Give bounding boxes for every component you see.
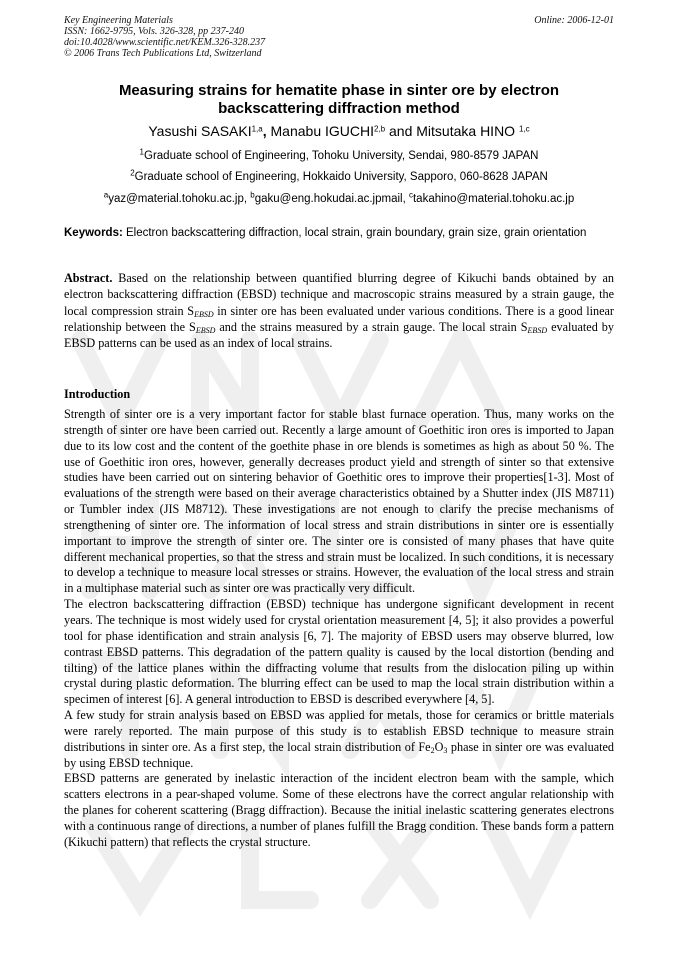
keywords: [64, 226, 614, 241]
author-list: [64, 122, 614, 140]
author-1-affil-mark: 1,a: [251, 124, 263, 134]
subscript-ebsd-2: EBSD: [195, 325, 216, 335]
issn-line: ISSN: 1662-9795, Vols. 326-328, pp 237-240: [64, 26, 244, 37]
email-c-mark: c: [408, 190, 413, 200]
journal-name: Key Engineering Materials: [64, 15, 173, 26]
email-b[interactable]: gaku@eng.hokudai.ac.jpmail,: [254, 193, 409, 205]
online-date-text: Online: 2006-12-01: [534, 15, 614, 26]
abstract-label: Abstract.: [64, 271, 113, 285]
author-3-affil-mark: 1,c: [518, 124, 530, 134]
abstract-text-1: Based on the relationship between quantified blurring degree of Kikuchi bands obtained by an electron backscattering diffraction (EBSD) technique and macroscopic strains measured by a strain gauge, the local compression strain S: [64, 271, 614, 318]
keywords-text: Electron backscattering diffraction, local strain, grain boundary, grain size, grain orientation: [122, 227, 587, 239]
author-2-affil-mark: 2,b: [374, 124, 386, 134]
intro-paragraph-3-text-c: phase in sinter ore was evaluated by using EBSD technique.: [64, 739, 614, 770]
affiliation-2-text: Graduate school of Engineering, Hokkaido University, Sapporo, 060-8628 JAPAN: [134, 171, 548, 183]
doi-line: doi:10.4028/www.scientific.net/KEM.326-328.237: [64, 37, 266, 48]
affiliation-2: [64, 170, 614, 184]
online-date: [534, 15, 614, 26]
journal-info: [64, 15, 265, 59]
subscript-ebsd-3: EBSD: [527, 325, 548, 335]
intro-paragraph-3-text-b: O: [434, 739, 444, 754]
abstract-text-2: in sinter ore has been evaluated under various conditions. There is a good linear relationship between the S: [64, 303, 614, 334]
author-2-name: Manabu IGUCHI: [270, 123, 374, 139]
email-addresses: [64, 192, 614, 206]
section-heading-introduction: Introduction: [64, 387, 131, 401]
abstract: [64, 270, 614, 351]
email-a-mark: a: [103, 190, 109, 200]
subscript-3: 3: [443, 745, 448, 755]
email-c[interactable]: takahino@material.tohoku.ac.jp: [412, 193, 575, 205]
introduction-body: [64, 407, 614, 851]
subscript-2: 2: [430, 745, 435, 755]
intro-paragraph-3: [64, 708, 614, 771]
intro-paragraph-1: Strength of sinter ore is a very important factor for stable blast furnace operation. Thus, many works on the strength of sinter ore have been carried out. Recently a large amount of Goethitic iron ores is imported to Japan due to its low cost and the content of the goethite phase in ore blends is sometimes as high as about 50 %. The use of Goethitic iron ores, however, generally decreases product yield and strength of sinter so that extensive studies have been carried out on sintering behavior of Goethitic ores to improve their properties[1-3]. Most of evaluations of the strength were based on their average characteristics obtained by a Shutter index (JIS M8711) or Tumbler index (JIS M8712). These investigations are not enough to clarify the precise mechanisms of strengthening of sinter ore. The information of local stress and strain distributions in sinter ore is essentially important to improve the strength of sinter ore. The sinter ore is consisted of many phases that have quite different mechanical properties, so that the stress and strain must be localized. In such conditions, it is necessary to develop a technique to measure local stresses or strains. However, the evaluation of the local stress and strain in a multiphase material such as sinter ore was practically very difficult.: [64, 407, 614, 596]
author-separator-1: ,: [262, 123, 271, 139]
title-line-1: Measuring strains for hematite phase in sinter ore by electron: [118, 82, 560, 99]
author-1-name: Yasushi SASAKI: [148, 123, 252, 139]
affiliation-1-text: Graduate school of Engineering, Tohoku University, Sendai, 980-8579 JAPAN: [144, 150, 539, 162]
affiliation-1: [64, 149, 614, 163]
author-separator-2: and: [385, 123, 417, 139]
title-line-2: backscattering diffraction method: [218, 100, 460, 117]
affiliation-1-mark: 1: [139, 147, 144, 157]
author-3-name: Mitsutaka HINO: [416, 123, 519, 139]
keywords-label: Keywords:: [64, 227, 123, 239]
copyright-line: © 2006 Trans Tech Publications Ltd, Switzerland: [64, 48, 262, 59]
paper-title: [64, 82, 614, 118]
intro-paragraph-4: EBSD patterns are generated by inelastic interaction of the incident electron beam with the sample, which scatters electrons in a pear-shaped volume. Some of these electrons have the correct angular relationship with the planes for coherent scattering (Bragg diffraction). Because the initial inelastic scattering generates electrons with a continuous range of directions, a number of planes fulfill the Bragg condition. These bands form a pattern (Kikuchi pattern) that reflects the crystal structure.: [64, 771, 614, 849]
abstract-text-3: and the strains measured by a strain gauge. The local strain S: [215, 319, 528, 334]
abstract-text-4: evaluated by EBSD patterns can be used as an index of local strains.: [64, 319, 614, 351]
email-a[interactable]: yaz@material.tohoku.ac.jp,: [108, 193, 251, 205]
email-b-mark: b: [250, 190, 255, 200]
subscript-ebsd-1: EBSD: [194, 309, 214, 319]
intro-paragraph-3-text-a: A few study for strain analysis based on EBSD was applied for metals, those for ceramics or brittle materials were rarely reported. The main purpose of this study is to establish EBSD technique to measure strain distributions in sinter ore. As a first step, the local strain distribution of Fe: [64, 708, 614, 754]
affiliation-2-mark: 2: [130, 168, 135, 178]
intro-paragraph-2: The electron backscattering diffraction (EBSD) technique has undergone significant development in recent years. The technique is most widely used for crystal orientation measurement [4, 5]; it also provides a powerful tool for phase identification and strain analysis [6, 7]. The majority of EBSD users may observe blurred, low contrast EBSD patterns. This degradation of the pattern quality is caused by the local distortion (bending and tilting) of the lattice planes within the diffracting volume that results from the dislocation piling up within crystal during plastic deformation. The blurring effect can be used to map the local strain distribution within a specimen of interest [6]. A general introduction to EBSD is described everywhere [4, 5].: [64, 597, 614, 707]
